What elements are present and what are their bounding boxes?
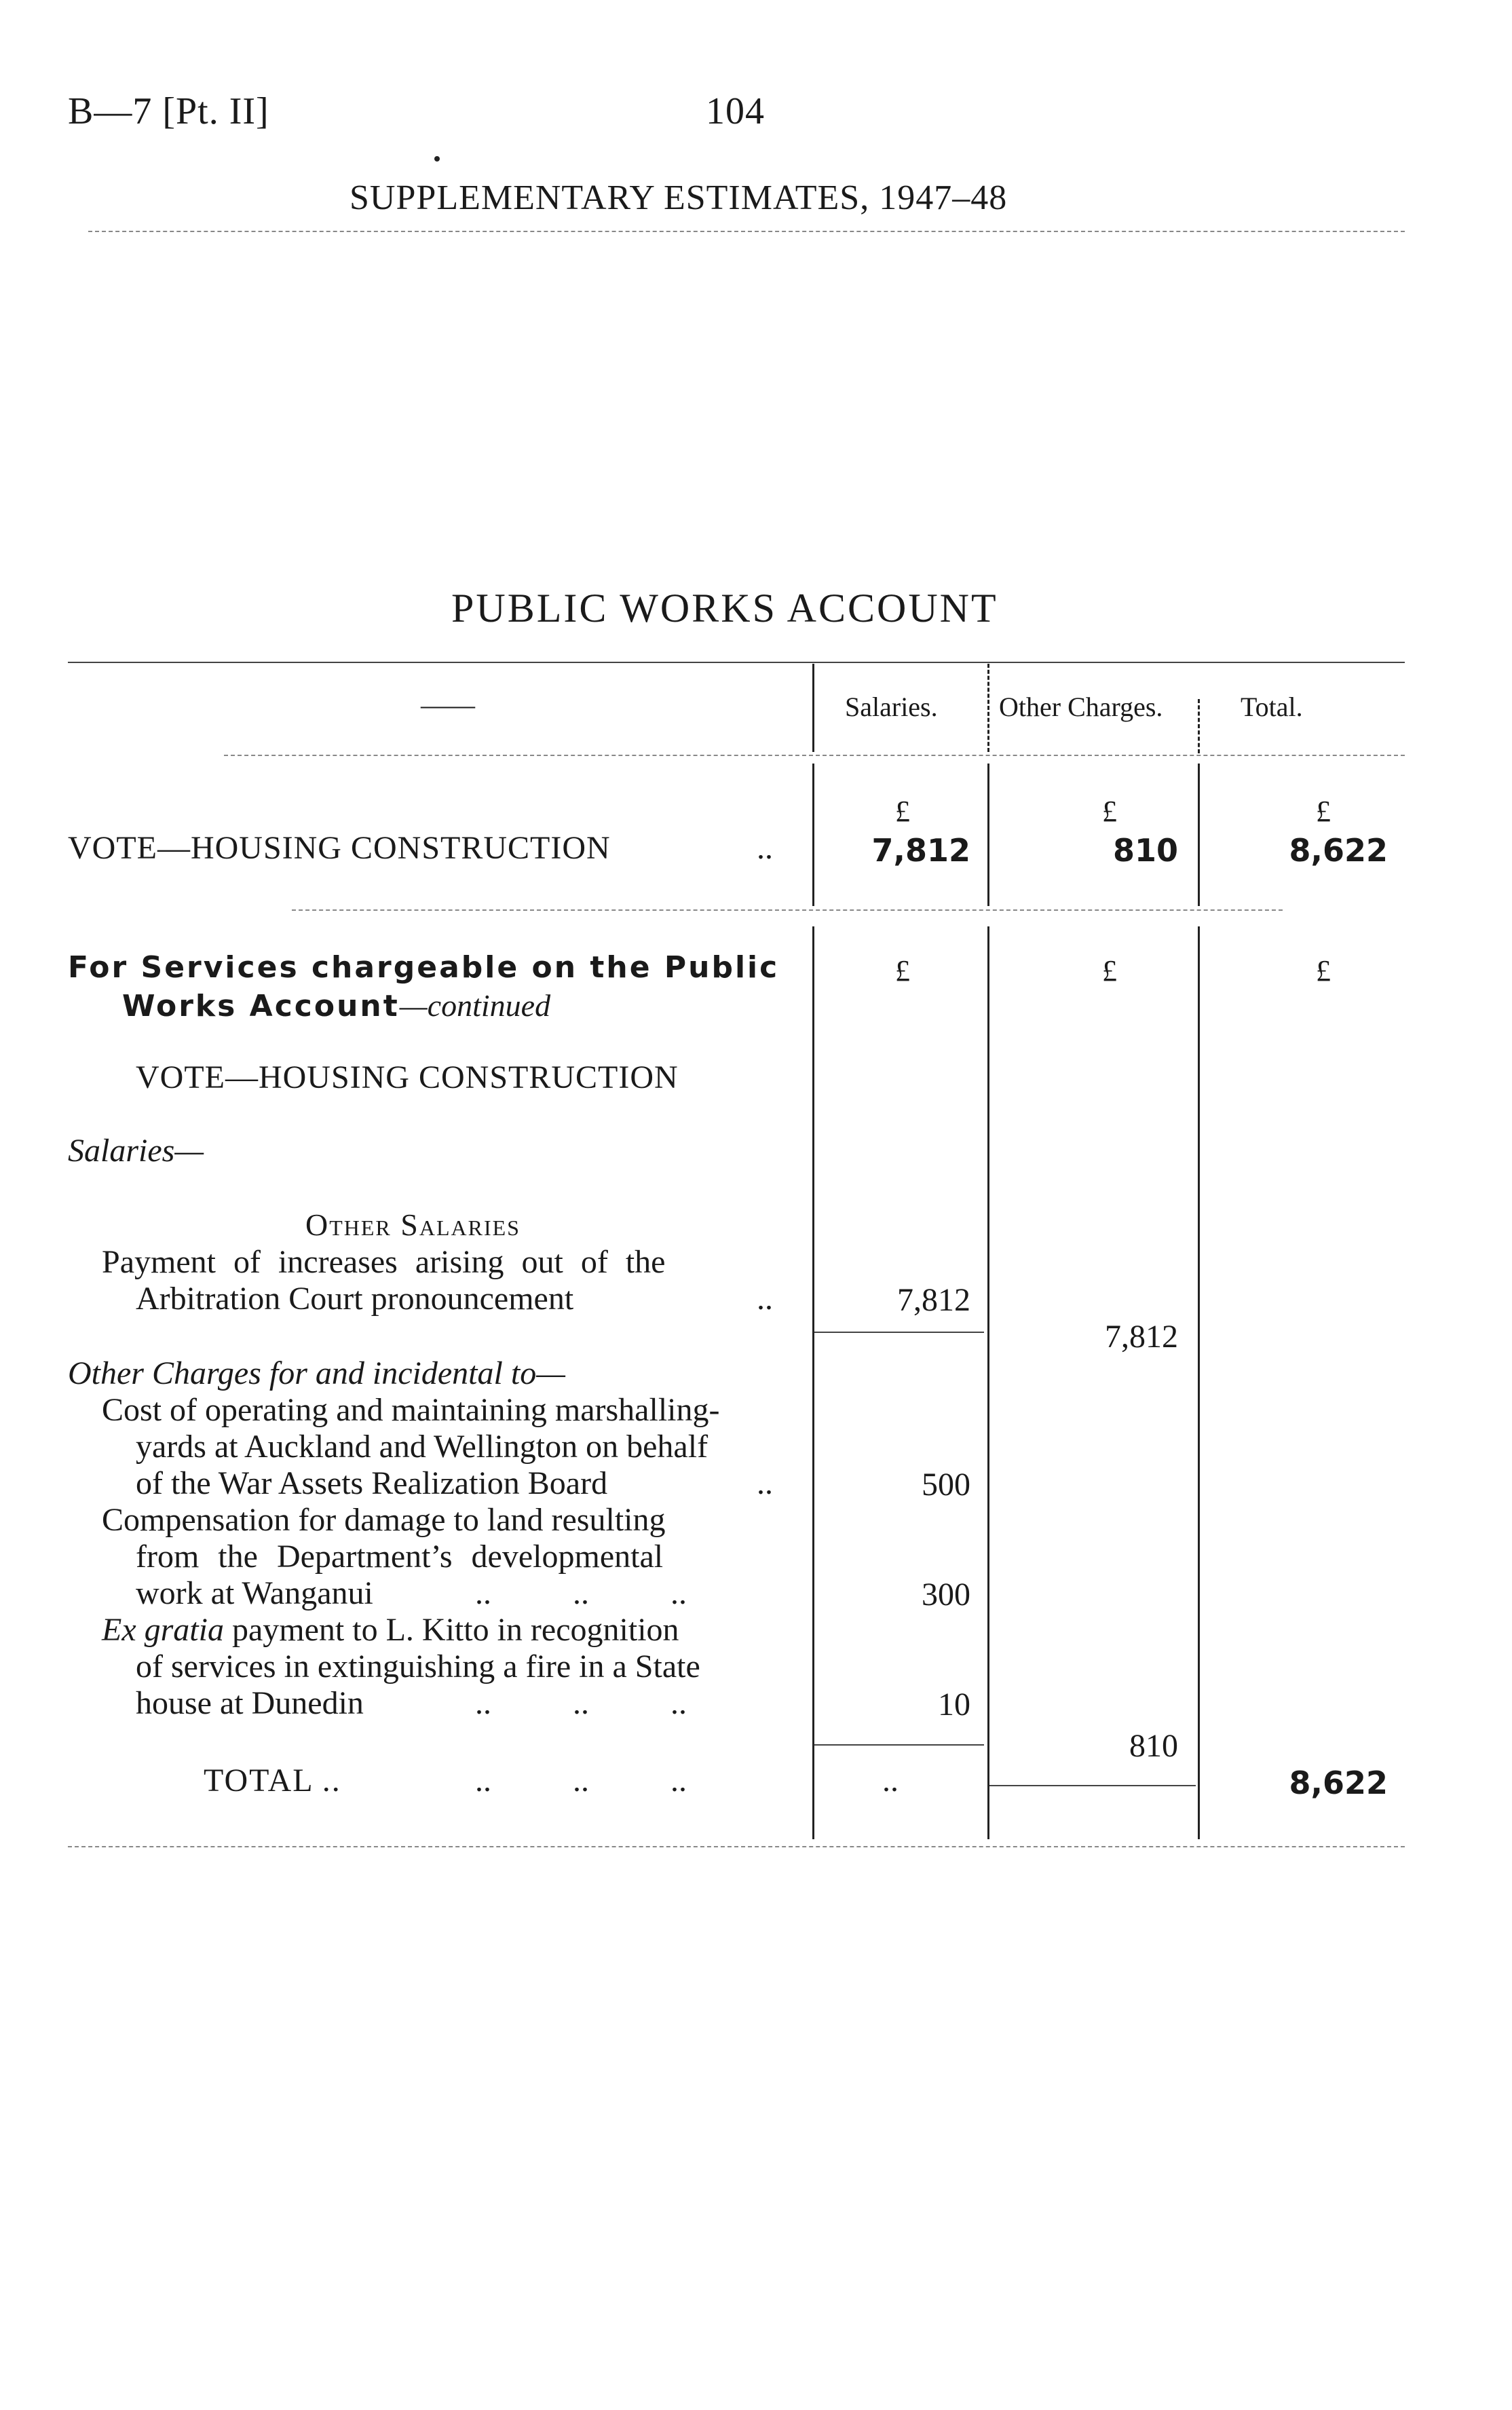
other-charges-column-head: Other Charges. — [999, 692, 1163, 722]
item4-line1-rest: payment to L. Kitto in recognition — [223, 1612, 679, 1648]
col-rule-salaries-summary — [812, 764, 814, 906]
services-heading-bold: Works Account — [122, 989, 400, 1023]
summary-rule — [292, 909, 1283, 911]
item2-line3: of the War Assets Realization Board — [136, 1465, 608, 1501]
section-title: PUBLIC WORKS ACCOUNT — [451, 586, 998, 630]
item4-line2: of services in extinguishing a fire in a State — [136, 1649, 700, 1684]
table-top-rule — [68, 662, 1405, 663]
col-rule-salaries-detail — [812, 926, 814, 1839]
item1-line2: Arbitration Court pronouncement — [136, 1281, 574, 1317]
other-charges-heading: Other Charges for and incidental to— — [68, 1355, 565, 1391]
item1-line1: Payment of increases arising out of the — [102, 1244, 666, 1280]
services-heading-line2 — [122, 987, 550, 1023]
item4-ex-gratia: Ex gratia — [102, 1612, 224, 1648]
col-rule-total-detail — [1198, 926, 1200, 1839]
detail-total-currency: £ — [1316, 954, 1331, 987]
services-heading-line1: For Services chargeable on the Public — [68, 950, 780, 985]
salaries-heading: Salaries— — [68, 1133, 204, 1169]
salaries-subtotal: 7,812 — [1105, 1319, 1178, 1355]
item3-line2: from the Department’s developmental — [136, 1539, 664, 1575]
item2-line1: Cost of operating and maintaining marshalling- — [102, 1392, 720, 1428]
item3-amount: 300 — [922, 1577, 970, 1613]
item3-line3: work at Wanganui — [136, 1575, 373, 1611]
col-rule-other-head — [987, 664, 989, 752]
summary-salaries-value: 7,812 — [871, 832, 970, 869]
item1-amount: 7,812 — [897, 1282, 970, 1318]
total-label: TOTAL .. — [204, 1763, 341, 1799]
detail-other-currency: £ — [1102, 954, 1117, 987]
col-rule-other-summary — [987, 764, 989, 906]
other-salaries-heading: Other Salaries — [305, 1207, 521, 1242]
col-rule-salaries-head — [812, 664, 814, 752]
item2-leader: .. — [757, 1465, 773, 1501]
printer-dot — [434, 156, 440, 162]
total-rule — [989, 1785, 1196, 1786]
total-leader: .. .. .. — [475, 1763, 687, 1799]
services-heading-continued: —continued — [399, 988, 551, 1023]
salaries-column-head: Salaries. — [845, 692, 938, 722]
summary-salaries-currency: £ — [895, 795, 910, 828]
detail-vote-title: VOTE—HOUSING CONSTRUCTION — [136, 1059, 679, 1095]
summary-other-charges-value: 810 — [1112, 832, 1178, 869]
item1-leader: .. — [757, 1281, 773, 1317]
running-title: SUPPLEMENTARY ESTIMATES, 1947–48 — [349, 178, 1008, 217]
total-column-head: Total. — [1241, 692, 1303, 722]
item2-line2: yards at Auckland and Wellington on behalf — [136, 1429, 708, 1465]
salaries-subtotal-rule — [814, 1332, 984, 1333]
column-head-rule — [224, 755, 1405, 756]
col-rule-total-summary — [1198, 764, 1200, 906]
summary-leader: .. — [757, 830, 773, 866]
summary-total-currency: £ — [1316, 795, 1331, 828]
page-number: 104 — [706, 90, 765, 132]
header-rule — [88, 231, 1405, 232]
summary-total-value: 8,622 — [1289, 832, 1388, 869]
other-charges-subtotal: 810 — [1129, 1728, 1178, 1764]
item2-amount: 500 — [922, 1467, 970, 1503]
page-reference: B—7 [Pt. II] — [68, 90, 269, 132]
summary-other-currency: £ — [1102, 795, 1117, 828]
item4-line3: house at Dunedin — [136, 1685, 364, 1721]
summary-vote-label: VOTE—HOUSING CONSTRUCTION — [68, 830, 611, 866]
blank-column-head: —— — [421, 690, 475, 720]
table-bottom-rule — [68, 1846, 1405, 1847]
item4-amount: 10 — [938, 1687, 970, 1722]
other-charges-subtotal-rule — [814, 1744, 984, 1746]
col-rule-other-detail — [987, 926, 989, 1839]
grand-total: 8,622 — [1289, 1765, 1388, 1801]
item3-leader: .. .. .. — [475, 1575, 687, 1611]
total-salaries-leader: .. — [882, 1763, 899, 1799]
item3-line1: Compensation for damage to land resulting — [102, 1502, 666, 1538]
detail-salaries-currency: £ — [895, 954, 910, 987]
item4-leader: .. .. .. — [475, 1685, 687, 1721]
item4-line1 — [102, 1611, 679, 1649]
col-rule-total-head — [1198, 699, 1200, 753]
